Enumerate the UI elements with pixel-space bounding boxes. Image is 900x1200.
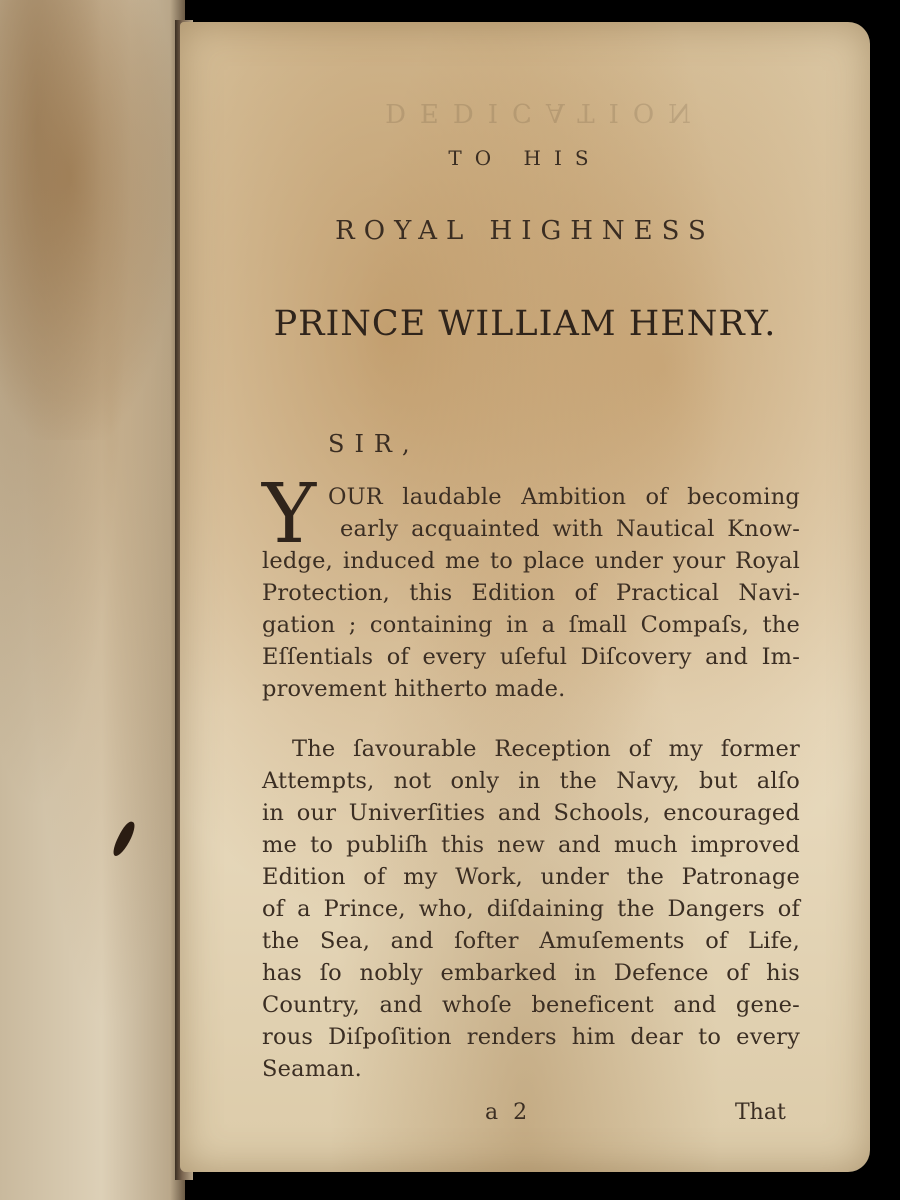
heading-prince-name: PRINCE WILLIAM HENRY. [273, 304, 777, 344]
facing-page [0, 0, 185, 1200]
paragraph-line: Attempts, not only in the Navy, but alſo [262, 768, 800, 794]
signature-mark: a 2 [485, 1100, 532, 1125]
dedication-page [180, 22, 870, 1172]
catchword: That [735, 1100, 786, 1125]
ink-blot [111, 819, 138, 859]
paragraph-line: provement hitherto made. [262, 676, 566, 702]
paragraph-line: gation ; containing in a ſmall Compaſs, the [262, 612, 800, 638]
paragraph-line: Protection, this Edition of Practical Navi- [262, 580, 800, 606]
paragraph-line: of a Prince, who, diſdaining the Dangers of [262, 896, 800, 922]
paragraph-line: Country, and whoſe beneficent and gene- [262, 992, 800, 1018]
paragraph-line: Eſſentials of every uſeful Diſcovery and Im- [262, 644, 800, 670]
paragraph-line: ledge, induced me to place under your Royal [262, 548, 800, 574]
heading-to-his: TO HIS [448, 146, 602, 170]
paragraph-line: has ſo nobly embarked in Defence of his [262, 960, 800, 986]
salutation: SIR, [328, 430, 420, 458]
paragraph-line: Edition of my Work, under the Patronage [262, 864, 800, 890]
heading-royal-highness: ROYAL HIGHNESS [335, 216, 715, 246]
paragraph-line: The ſavourable Reception of my former [292, 736, 800, 762]
bleed-through-heading: DEDICATION [385, 97, 705, 127]
drop-cap: Y [262, 467, 317, 562]
paragraph-line: the Sea, and ſofter Amuſements of Life, [262, 928, 800, 954]
water-stain [0, 0, 175, 440]
paragraph-line: in our Univerſities and Schools, encouraged [262, 800, 800, 826]
page-text [180, 22, 870, 1172]
paragraph-line: OUR laudable Ambition of becoming [328, 484, 800, 510]
paragraph-line: rous Diſpoſition renders him dear to every [262, 1024, 800, 1050]
paragraph-line: Seaman. [262, 1056, 362, 1082]
paragraph-line: early acquainted with Nautical Know- [340, 516, 800, 542]
paragraph-line: me to publiſh this new and much improved [262, 832, 800, 858]
